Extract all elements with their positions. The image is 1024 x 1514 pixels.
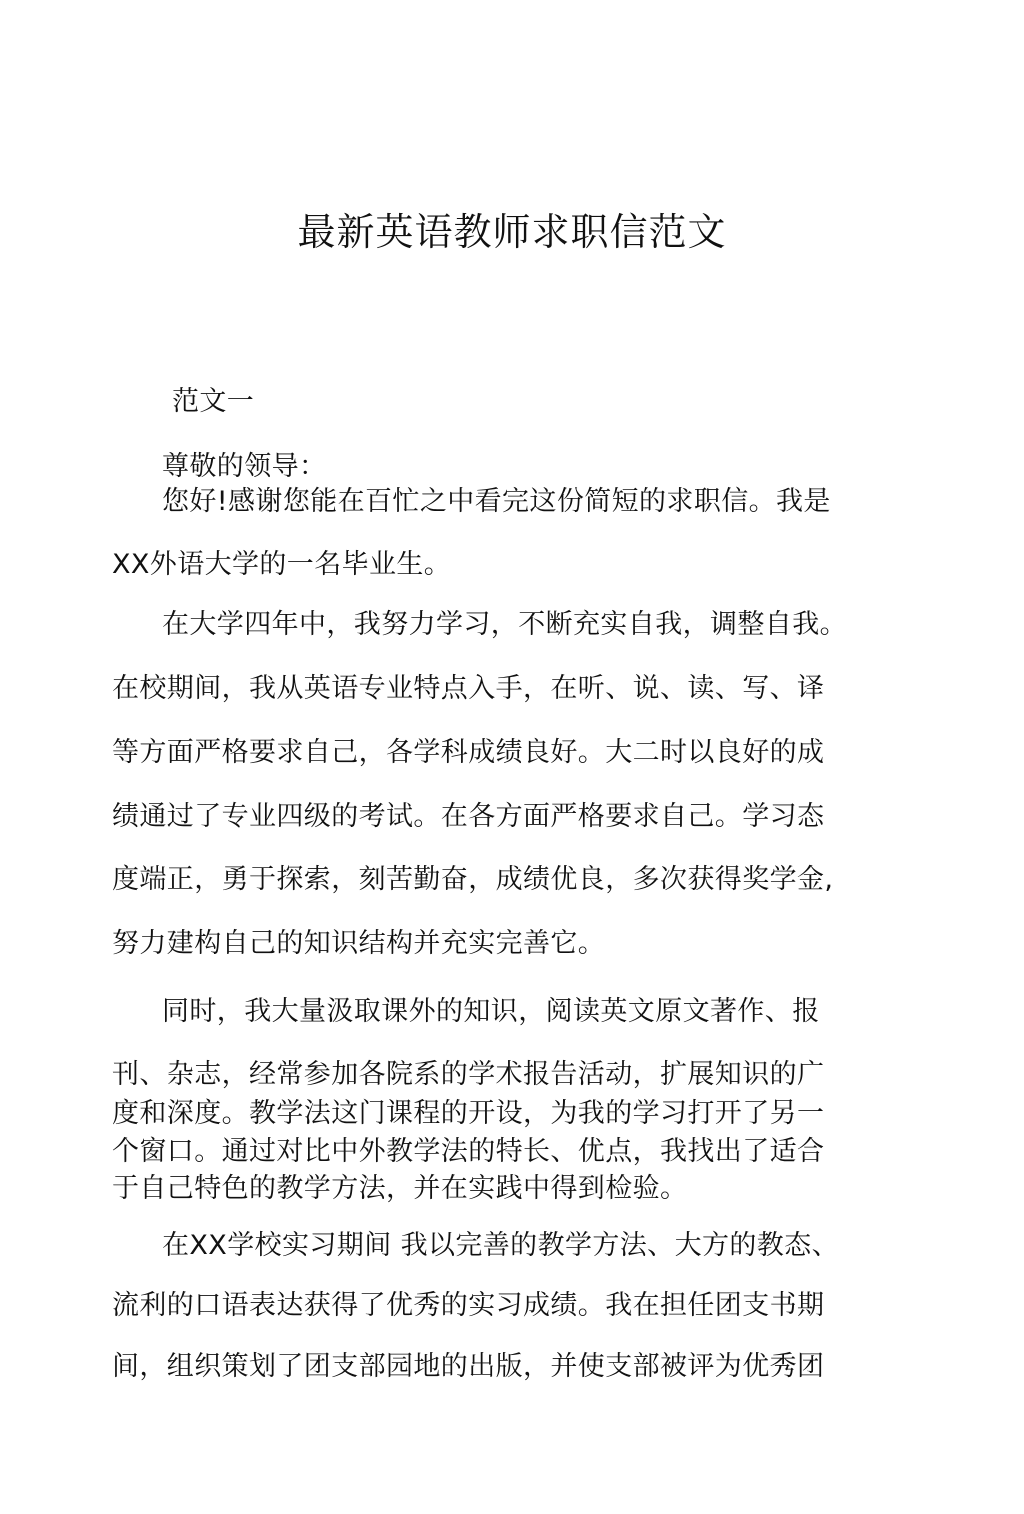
paragraph-line: 个窗口。通过对比中外教学法的特长、优点，我找出了适合 (112, 1136, 825, 1167)
paragraph-line: 努力建构自己的知识结构并充实完善它。 (112, 928, 606, 959)
paragraph-line: 同时，我大量汲取课外的知识，阅读英文原文著作、报 (162, 996, 820, 1027)
paragraph-line: 在XX学校实习期间 我以完善的教学方法、大方的教态、 (162, 1230, 839, 1261)
paragraph-line: 等方面严格要求自己，各学科成绩良好。大二时以良好的成 (112, 737, 825, 768)
section-heading: 范文一 (172, 386, 255, 417)
paragraph-line: 度端正，勇于探索，刻苦勤奋，成绩优良，多次获得奖学金, (112, 864, 834, 895)
salutation: 尊敬的领导： (162, 451, 327, 482)
paragraph-line: XX外语大学的一名毕业生。 (112, 549, 452, 580)
paragraph-line: 绩通过了专业四级的考试。在各方面严格要求自己。学习态 (112, 801, 825, 832)
paragraph-line: 在大学四年中，我努力学习，不断充实自我，调整自我。 (162, 609, 847, 640)
paragraph-line: 刊、杂志，经常参加各院系的学术报告活动，扩展知识的广 (112, 1059, 825, 1090)
paragraph-line: 于自己特色的教学方法，并在实践中得到检验。 (112, 1173, 688, 1204)
document-title: 最新英语教师求职信范文 (297, 210, 727, 254)
paragraph-line: 间，组织策划了团支部园地的出版，并使支部被评为优秀团 (112, 1351, 825, 1382)
paragraph-line: 度和深度。教学法这门课程的开设，为我的学习打开了另一 (112, 1098, 825, 1129)
paragraph-line: 您好!感谢您能在百忙之中看完这份简短的求职信。我是 (162, 486, 831, 517)
paragraph-line: 流利的口语表达获得了优秀的实习成绩。我在担任团支书期 (112, 1290, 825, 1321)
paragraph-line: 在校期间，我从英语专业特点入手，在听、说、读、写、译 (112, 673, 825, 704)
